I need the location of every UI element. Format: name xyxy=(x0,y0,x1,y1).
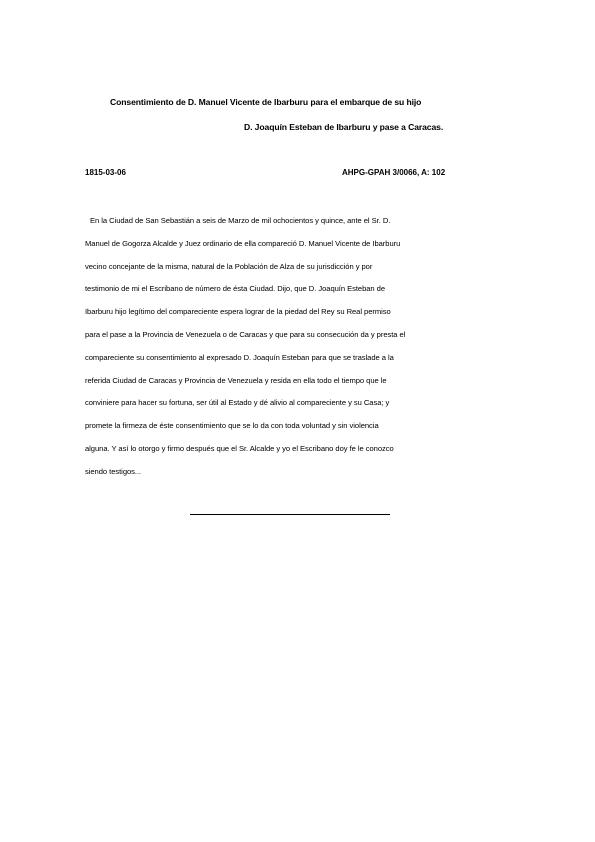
document-date: 1815-03-06 xyxy=(85,168,126,177)
body-line: Manuel de Gogorza Alcalde y Juez ordinario de ella compareció D. Manuel Vicente de Ibarburu xyxy=(85,238,401,248)
archive-reference: AHPG-GPAH 3/0066, A: 102 xyxy=(342,168,446,177)
body-line: compareciente su consentimiento al expresado D. Joaquín Esteban para que se traslade a la xyxy=(85,352,394,362)
document-title-line-1: Consentimiento de D. Manuel Vicente de Ibarburu para el embarque de su hijo xyxy=(110,97,422,107)
body-line: testimonio de mi el Escribano de número de ésta Ciudad. Dijo, que D. Joaquín Esteban de xyxy=(85,284,386,294)
document-title-line-2: D. Joaquín Esteban de Ibarburu y pase a Caracas. xyxy=(244,122,444,132)
body-line: promete la firmeza de éste consentimiento que se lo da con toda voluntad y sin violencia xyxy=(85,421,379,431)
body-line: conviniere para hacer su fortuna, ser útil al Estado y dé alivio al compareciente y su Casa; y xyxy=(85,398,390,408)
document-body xyxy=(85,210,510,484)
body-line: alguna. Y así lo otorgo y firmo después que el Sr. Alcalde y yo el Escribano doy fe le conozco xyxy=(85,443,394,453)
body-line: vecino concejante de la misma, natural de la Población de Alza de su jurisdicción y por xyxy=(85,261,373,271)
signature-line xyxy=(190,514,390,515)
body-line: En la Ciudad de San Sebastián a seis de Marzo de mil ochocientos y quince, ante el Sr. D. xyxy=(90,216,391,225)
body-line: Ibarburu hijo legítimo del compareciente espera lograr de la piedad del Rey su Real permiso xyxy=(85,307,391,317)
body-line: referida Ciudad de Caracas y Provincia de Venezuela y resida en ella todo el tiempo que le xyxy=(85,375,387,385)
body-line: para el pase a la Provincia de Venezuela o de Caracas y que para su consecución da y presta el xyxy=(85,329,406,339)
body-line: siendo testigos... xyxy=(85,466,142,476)
